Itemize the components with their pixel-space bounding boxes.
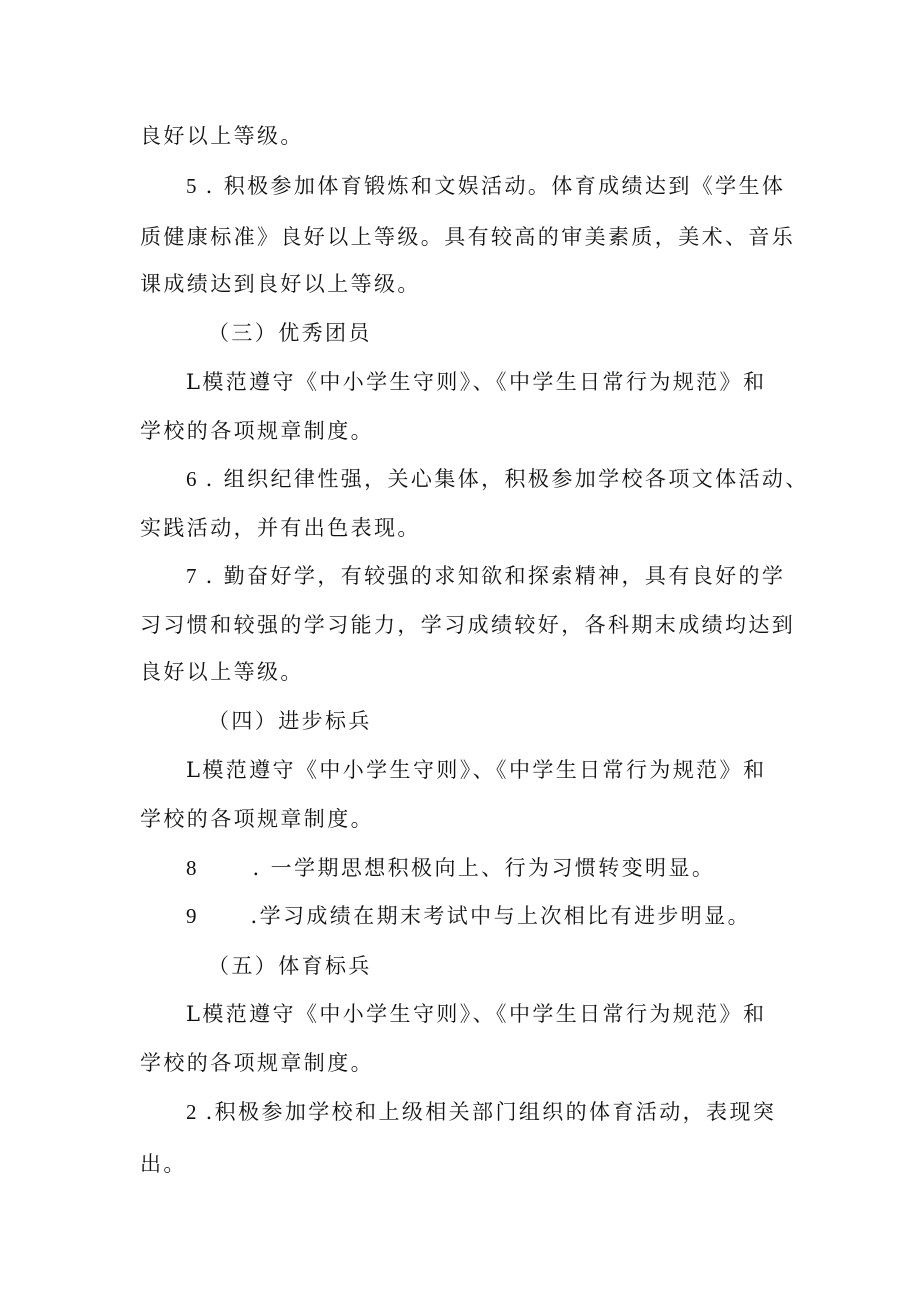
- section-heading-3: （三）优秀团员: [208, 321, 372, 345]
- list-item-text: .积极参加学校和上级相关部门组织的体育活动，表现突: [205, 1100, 777, 1124]
- paragraph-line: 学校的各项规章制度。: [140, 807, 374, 831]
- list-item-text: . 勤奋好学，有较强的求知欲和探索精神，具有良好的学: [205, 564, 786, 588]
- list-item-text: . 积极参加体育锻炼和文娱活动。体育成绩达到《学生体: [205, 174, 786, 198]
- section-heading-5: （五）体育标兵: [208, 954, 372, 978]
- list-item-9: [186, 903, 751, 929]
- list-item-8: [186, 855, 715, 881]
- paragraph-line: 出。: [140, 1152, 187, 1176]
- paragraph-line: 习习惯和较强的学习能力，学习成绩较好，各科期末成绩均达到: [140, 613, 796, 637]
- list-item-1: L模范遵守《中小学生守则》、《中学生日常行为规范》和: [186, 758, 767, 782]
- list-item-text: . 组织纪律性强，关心集体，积极参加学校各项文体活动、: [205, 467, 809, 491]
- list-number: 9: [186, 904, 197, 928]
- list-number: 7: [186, 564, 197, 588]
- paragraph-line: 良好以上等级。: [140, 124, 304, 148]
- list-item-1: L模范遵守《中小学生守则》、《中学生日常行为规范》和: [186, 1002, 767, 1026]
- list-item-text: . 一学期思想积极向上、行为习惯转变明显。: [252, 856, 716, 880]
- paragraph-line: 课成绩达到良好以上等级。: [140, 272, 421, 296]
- paragraph-line: 质健康标准》良好以上等级。具有较高的审美素质，美术、音乐: [140, 225, 796, 249]
- list-item-5: [186, 173, 785, 199]
- list-number: 5: [186, 174, 197, 198]
- list-item-7: [186, 563, 785, 589]
- paragraph-line: 实践活动，并有出色表现。: [140, 516, 421, 540]
- list-number: 2: [186, 1100, 197, 1124]
- list-item-1: L模范遵守《中小学生守则》、《中学生日常行为规范》和: [186, 370, 767, 394]
- list-item-6: [186, 466, 809, 492]
- list-number: 8: [186, 856, 197, 880]
- paragraph-line: 学校的各项规章制度。: [140, 1051, 374, 1075]
- list-item-2: [186, 1099, 776, 1125]
- list-number: 6: [186, 467, 197, 491]
- paragraph-line: 良好以上等级。: [140, 660, 304, 684]
- list-item-text: .学习成绩在期末考试中与上次相比有进步明显。: [250, 904, 751, 928]
- paragraph-line: 学校的各项规章制度。: [140, 419, 374, 443]
- section-heading-4: （四）进步标兵: [208, 709, 372, 733]
